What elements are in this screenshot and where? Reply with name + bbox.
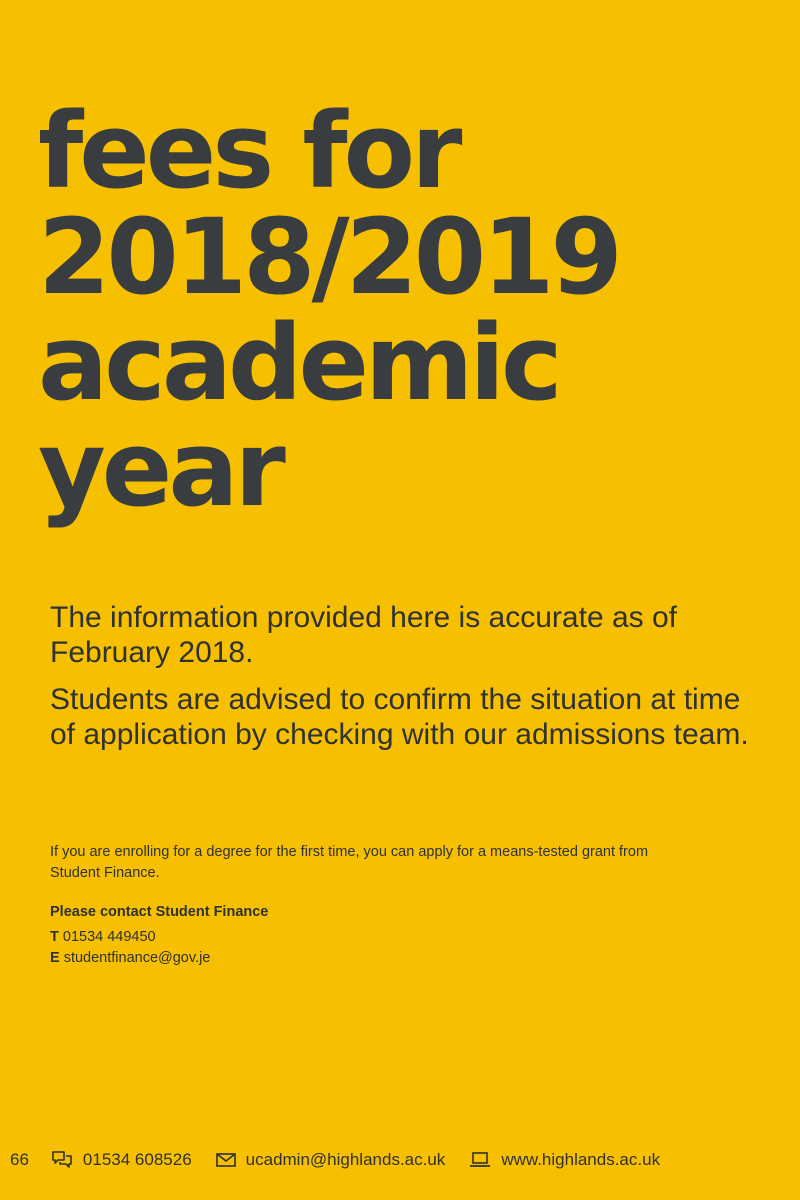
footer-website[interactable] bbox=[469, 1150, 660, 1170]
title-line-3: academic bbox=[38, 302, 559, 424]
contact-heading: Please contact Student Finance bbox=[50, 904, 269, 920]
grant-info: If you are enrolling for a degree for the first time, you can apply for a means-tested grant from Student Finance. bbox=[50, 844, 649, 881]
page-footer bbox=[10, 1146, 684, 1174]
email-value[interactable]: studentfinance@gov.je bbox=[63, 950, 211, 966]
phone-value: 01534 449450 bbox=[62, 929, 156, 945]
footer-phone-text: 01534 608526 bbox=[82, 1150, 192, 1169]
envelope-icon bbox=[216, 1152, 236, 1168]
lead-text bbox=[50, 600, 750, 764]
student-finance-note bbox=[50, 842, 690, 969]
contact-email bbox=[50, 948, 690, 969]
phone-label: T bbox=[50, 929, 59, 945]
accuracy-statement: The information provided here is accurate as of February 2018. bbox=[50, 601, 677, 669]
advice-statement: Students are advised to confirm the situation at time of application by checking with our admissions team. bbox=[50, 683, 749, 751]
footer-email[interactable] bbox=[216, 1150, 446, 1170]
contact-phone bbox=[50, 927, 690, 948]
page-number: 66 bbox=[10, 1150, 29, 1169]
title-line-2: 2018/2019 bbox=[38, 196, 619, 318]
footer-email-text: ucadmin@highlands.ac.uk bbox=[245, 1150, 446, 1169]
page-title bbox=[38, 90, 619, 530]
footer-website-text: www.highlands.ac.uk bbox=[501, 1150, 661, 1169]
footer-phone[interactable] bbox=[51, 1150, 192, 1170]
laptop-icon bbox=[469, 1151, 491, 1169]
title-line-4: year bbox=[38, 408, 282, 530]
chat-icon bbox=[51, 1150, 73, 1170]
title-line-1: fees for bbox=[38, 90, 459, 212]
email-label: E bbox=[50, 950, 60, 966]
